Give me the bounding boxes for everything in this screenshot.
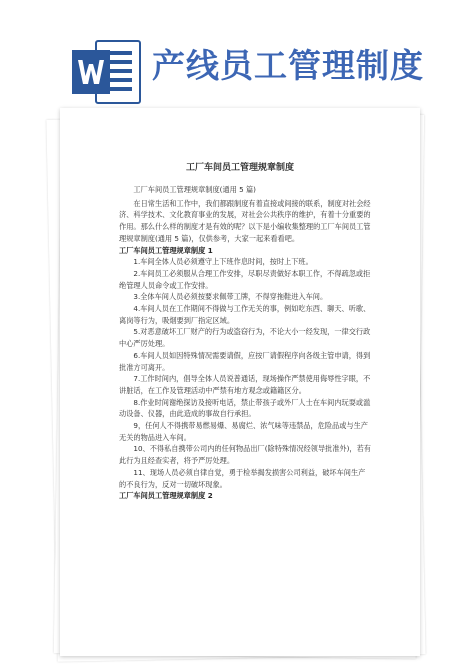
rule-item: 6.车间人员如因特殊情况需要请假，应按厂请假程序向各级主管申请，得到批准方可离开。: [119, 350, 371, 372]
banner-title: 产线员工管理制度: [152, 46, 424, 85]
rule-item: 1.车间全体人员必须遵守上下班作息时间，按时上下班。: [133, 257, 313, 267]
rule-item: 10、不得私自携带公司内的任何物品出厂(除特殊情况经领导批准外)，若有此行为且经查实者，将予严厉处理。: [119, 444, 371, 466]
document-page: [60, 108, 420, 656]
rule-item: 8.作业时间谢绝探访及接听电话，禁止带孩子或外厂人士在车间内玩耍或滥动设备、仪器，由此造成的事故自行承担。: [119, 397, 371, 419]
paragraph: 在日常生活和工作中，我们都跟制度有着直接或间接的联系，制度对社会经济、科学技术、文化教育事业的发展，对社会公共秩序的维护，有着十分重要的作用。那么什么样的制度才是有效的呢？以下是小编收集整理的工厂车间员工管理规章制度(通用 5 篇)，仅供参考，大家一起来看看吧。: [119, 198, 371, 243]
rule-item: 5.对恶意破坏工厂财产的行为或盗窃行为，不论大小一经发现，一律交行政中心严厉处理。: [119, 327, 371, 349]
section-heading: 工厂车间员工管理规章制度 2: [119, 491, 213, 501]
rule-item: 11、现场人员必须自律自觉，勇于检举揭发损害公司利益，破坏车间生产的不良行为，反对一切破坏现象。: [119, 467, 366, 489]
document-heading: 工厂车间员工管理规章制度: [185, 163, 294, 173]
banner: [0, 0, 474, 110]
word-document-icon: [70, 37, 142, 107]
rule-item: 4.车间人员在工作期间不得做与工作无关的事，例如吃东西、聊天、听歌、离岗等行为，吸烟要到厂指定区域。: [119, 304, 371, 325]
document-body: [119, 184, 371, 502]
rule-item: 2.车间员工必须服从合理工作安排，尽职尽责做好本职工作，不得疏忽或拒绝管理人员命令或工作安排。: [119, 268, 371, 290]
rule-item: 7.工作时间内，倡导全体人员说普通话，现场操作严禁使用侮辱性字眼，不讲脏话，在工作及管理活动中严禁有地方观念或籍籍区分。: [119, 374, 371, 395]
rule-item: 3.全体车间人员必须按要求佩带工牌，不得穿拖鞋进入车间。: [133, 292, 328, 302]
document-subtitle: 工厂车间员工管理规章制度(通用 5 篇): [133, 185, 256, 194]
section-heading: 工厂车间员工管理规章制度 1: [119, 245, 213, 255]
rule-item: 9，任何人不得携带易燃易爆、易腐烂、浓气味等违禁品，危险品或与生产无关的物品进入车间。: [119, 421, 368, 442]
